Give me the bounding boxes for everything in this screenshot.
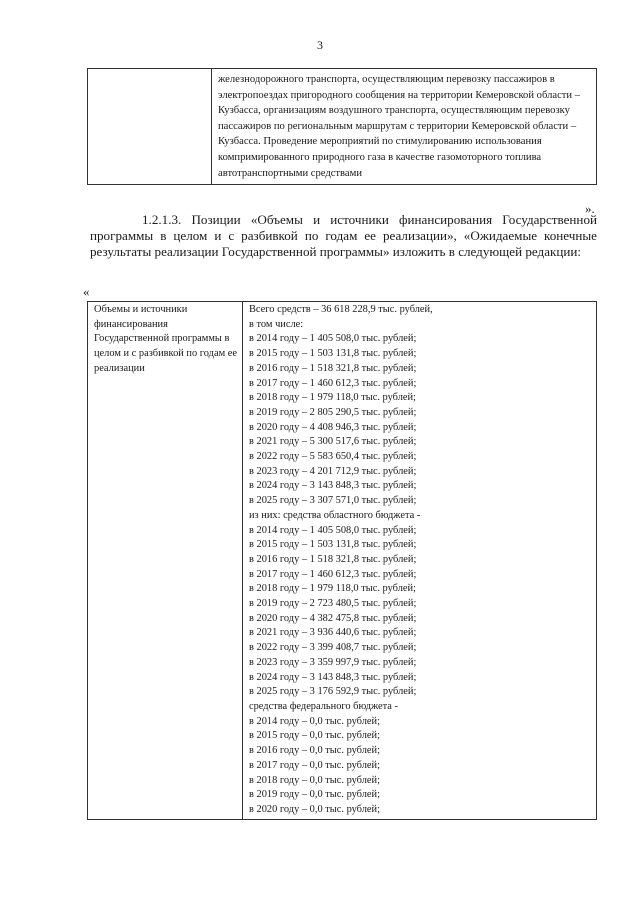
financing-table	[87, 301, 597, 820]
financing-line: в 2025 году – 3 307 571,0 тыс. рублей;	[249, 495, 417, 507]
financing-line: в 2017 году – 0,0 тыс. рублей;	[249, 759, 380, 771]
amendment-paragraph: 1.2.1.3. Позиции «Объемы и источники финансирования Государственной программы в целом и с разбивкой по годам ее реализации», «Ожидаемые конечные результаты реализации Государственной программы» изложить в следующей редакции:	[90, 212, 597, 259]
financing-line: в 2018 году – 1 979 118,0 тыс. рублей;	[249, 392, 416, 404]
financing-line: в 2025 году – 3 176 592,9 тыс. рублей;	[249, 686, 417, 698]
financing-line: в 2016 году – 1 518 321,8 тыс. рублей;	[249, 362, 417, 374]
financing-values-cell	[243, 302, 597, 820]
financing-line: Всего средств – 36 618 228,9 тыс. рублей,	[249, 304, 433, 315]
financing-line: в 2023 году – 3 359 997,9 тыс. рублей;	[249, 656, 417, 668]
table-row	[88, 69, 597, 185]
financing-line: в 2015 году – 1 503 131,8 тыс. рублей;	[249, 539, 417, 551]
continuation-text: железнодорожного транспорта, осуществляющим перевозку пассажиров в электропоездах пригородного сообщения на территории Кемеровской области – Кузбасса, организациям воздушного транспорта, осуществляющим перевозку пассажиров по региональным маршрутам с территории Кемеровской области – Кузбасса. Проведение мероприятий по стимулированию использования компримированного природного газа в качестве газомоторного топлива автотранспортными средствами	[212, 69, 597, 185]
financing-line: в 2018 году – 0,0 тыс. рублей;	[249, 774, 380, 786]
financing-line: в 2014 году – 0,0 тыс. рублей;	[249, 715, 380, 727]
financing-line: в 2020 году – 4 382 475,8 тыс. рублей;	[249, 612, 417, 624]
financing-line: в 2015 году – 1 503 131,8 тыс. рублей;	[249, 348, 417, 360]
continuation-table	[87, 68, 597, 185]
empty-cell	[88, 69, 212, 185]
financing-line: в том числе:	[249, 318, 304, 330]
closing-quote: ».	[585, 201, 595, 216]
financing-line: в 2019 году – 0,0 тыс. рублей;	[249, 789, 380, 801]
financing-line: в 2022 году – 3 399 408,7 тыс. рублей;	[249, 642, 417, 654]
financing-line: в 2022 году – 5 583 650,4 тыс. рублей;	[249, 451, 417, 463]
financing-line: в 2020 году – 0,0 тыс. рублей;	[249, 803, 380, 815]
financing-line: в 2023 году – 4 201 712,9 тыс. рублей;	[249, 465, 417, 477]
page-number: 3	[317, 38, 323, 52]
financing-line: из них: средства областного бюджета -	[249, 509, 421, 521]
financing-line: в 2015 году – 0,0 тыс. рублей;	[249, 730, 380, 742]
financing-line: в 2021 году – 3 936 440,6 тыс. рублей;	[249, 627, 417, 639]
financing-line: в 2024 году – 3 143 848,3 тыс. рублей;	[249, 671, 417, 683]
position-label-cell: Объемы и источники финансирования Государственной программы в целом и с разбивкой по годам ее реализации	[88, 302, 243, 820]
financing-line: в 2016 году – 0,0 тыс. рублей;	[249, 745, 380, 757]
financing-line: в 2014 году – 1 405 508,0 тыс. рублей;	[249, 333, 417, 345]
financing-line: средства федерального бюджета -	[249, 700, 398, 712]
financing-line: в 2024 году – 3 143 848,3 тыс. рублей;	[249, 480, 417, 492]
financing-line: в 2014 году – 1 405 508,0 тыс. рублей;	[249, 524, 417, 536]
financing-line: в 2021 году – 5 300 517,6 тыс. рублей;	[249, 436, 417, 448]
financing-line: в 2017 году – 1 460 612,3 тыс. рублей;	[249, 568, 417, 580]
financing-line: в 2019 году – 2 805 290,5 тыс. рублей;	[249, 406, 417, 418]
table-row	[88, 302, 597, 820]
financing-line: в 2020 году – 4 408 946,3 тыс. рублей;	[249, 421, 417, 433]
financing-line: в 2017 году – 1 460 612,3 тыс. рублей;	[249, 377, 417, 389]
financing-line: в 2016 году – 1 518 321,8 тыс. рублей;	[249, 553, 417, 565]
financing-line: в 2018 году – 1 979 118,0 тыс. рублей;	[249, 583, 416, 595]
financing-line: в 2019 году – 2 723 480,5 тыс. рублей;	[249, 598, 417, 610]
opening-quote: «	[83, 284, 90, 299]
